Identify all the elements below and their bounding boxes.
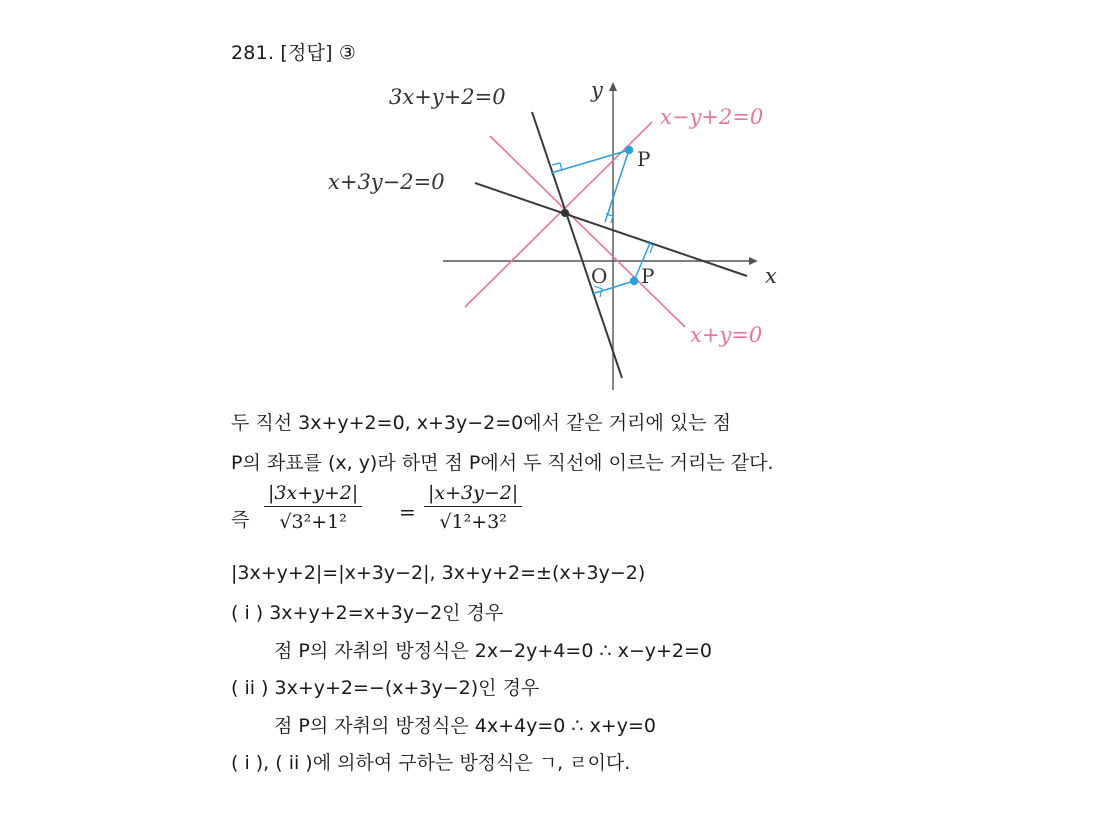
label-axis-y: y (591, 78, 603, 102)
fraction-2-denominator: √1²+3² (439, 511, 507, 533)
graph-figure (300, 70, 800, 395)
y-axis-arrow-icon (609, 82, 617, 91)
text-line-6: 점 P의 자취의 방정식은 2x−2y+4=0 ∴ x−y+2=0 (274, 640, 712, 662)
perp-upper-left (551, 150, 629, 173)
fraction-1 (264, 482, 362, 533)
label-x-minus-y-plus-2: x−y+2=0 (660, 105, 764, 129)
x-axis-arrow-icon (749, 257, 758, 265)
line-x-plus-3y-minus-2 (475, 183, 747, 276)
fraction-equals: = (399, 500, 416, 524)
fraction-1-denominator: √3²+1² (279, 511, 347, 533)
problem-header: 281. [정답] ③ (231, 42, 357, 64)
intersection-point (561, 209, 569, 217)
text-line-3-prefix: 즉 (231, 509, 250, 531)
text-line-9: ( i ), ( ii )에 의하여 구하는 방정식은 ㄱ, ㄹ이다. (231, 752, 631, 774)
point-p-upper (625, 146, 633, 154)
text-line-4: |3x+y+2|=|x+3y−2|, 3x+y+2=±(x+3y−2) (231, 562, 646, 584)
text-line-7: ( ii ) 3x+y+2=−(x+3y−2)인 경우 (231, 677, 540, 699)
label-x-plus-3y-minus-2: x+3y−2=0 (328, 170, 445, 194)
text-line-1: 두 직선 3x+y+2=0, x+3y−2=0에서 같은 거리에 있는 점 (231, 412, 731, 434)
label-axis-x: x (765, 264, 777, 288)
line-x-minus-y-plus-2 (465, 122, 655, 307)
fraction-1-numerator: |3x+y+2| (264, 482, 362, 507)
text-line-2: P의 좌표를 (x, y)라 하면 점 P에서 두 직선에 이르는 거리는 같다. (231, 452, 774, 474)
point-p-lower (630, 277, 638, 285)
perp-upper-right (605, 150, 629, 222)
label-x-plus-y: x+y=0 (690, 323, 763, 347)
label-origin: O (591, 264, 608, 288)
line-3x-plus-y-plus-2 (532, 112, 622, 378)
label-point-p-lower: P (641, 264, 655, 288)
line-x-plus-y (490, 136, 685, 327)
fraction-2-numerator: |x+3y−2| (424, 482, 522, 507)
text-line-5: ( i ) 3x+y+2=x+3y−2인 경우 (231, 602, 504, 624)
label-3x-plus-y-plus-2: 3x+y+2=0 (389, 85, 506, 109)
label-point-p-upper: P (637, 147, 651, 171)
text-line-8: 점 P의 자취의 방정식은 4x+4y=0 ∴ x+y=0 (274, 715, 656, 737)
fraction-2 (424, 482, 522, 533)
